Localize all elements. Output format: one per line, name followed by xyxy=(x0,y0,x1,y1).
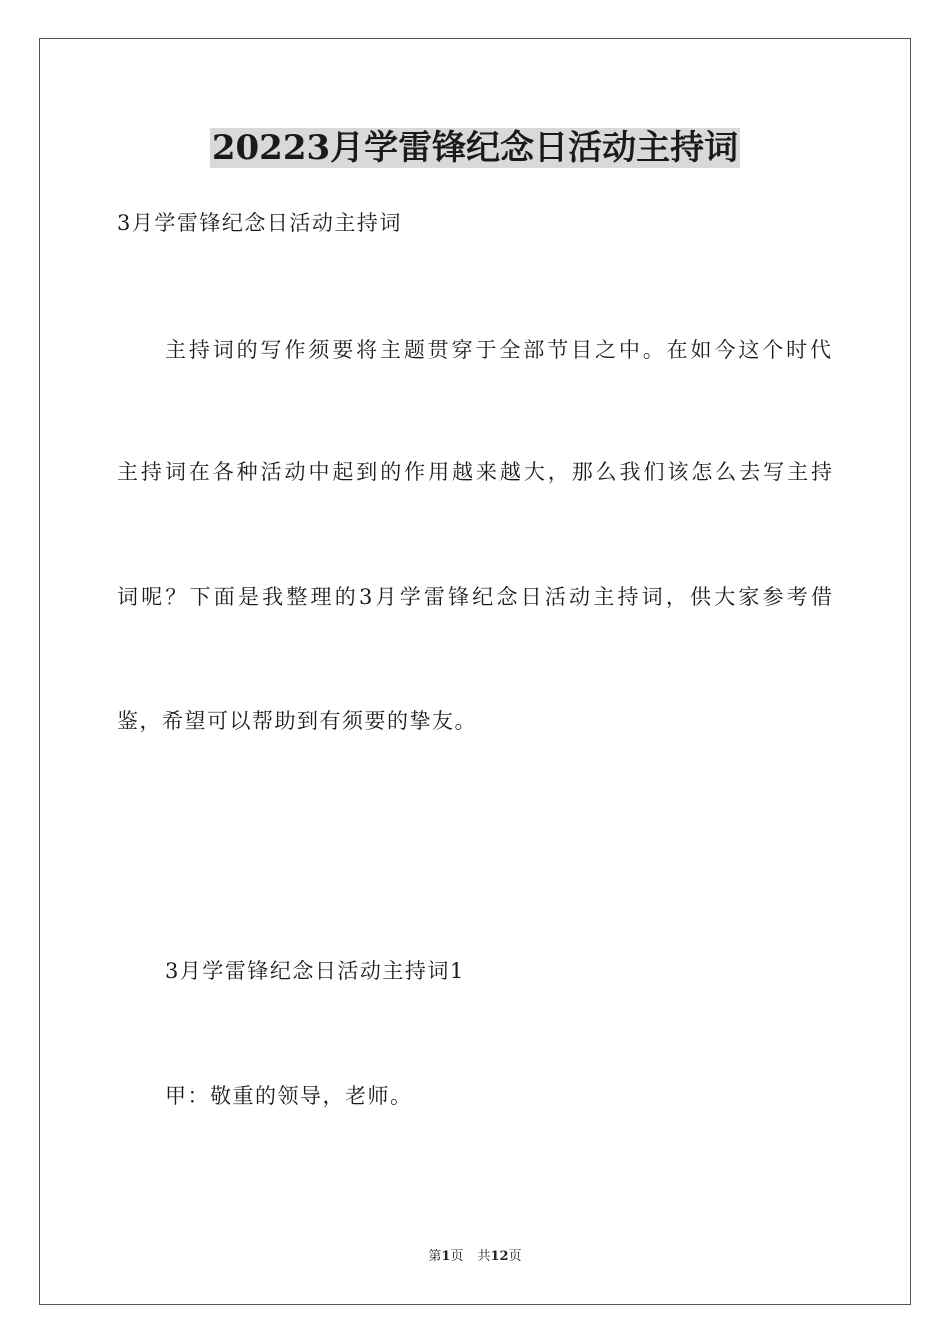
paragraph-line-1: 主持词的写作须要将主题贯穿于全部节目之中。在如今这个时代 xyxy=(165,338,831,362)
footer-page-suffix: 页 xyxy=(450,1249,464,1264)
speaker-line: 甲：敬重的领导，老师。 xyxy=(165,1084,413,1108)
section-heading: 3月学雷锋纪念日活动主持词1 xyxy=(165,959,465,983)
footer-total-pages: 12 xyxy=(490,1249,509,1264)
footer-page-number: 1 xyxy=(441,1249,451,1264)
paragraph-line-4: 鉴，希望可以帮助到有须要的挚友。 xyxy=(117,709,477,733)
footer-total-suffix: 页 xyxy=(508,1249,522,1264)
document-title-text: 20223月学雷锋纪念日活动主持词 xyxy=(211,128,739,168)
page-footer xyxy=(0,1248,950,1266)
document-title xyxy=(0,126,950,170)
paragraph-line-2: 主持词在各种活动中起到的作用越来越大，那么我们该怎么去写主持 xyxy=(117,460,832,484)
footer-page-prefix: 第 xyxy=(428,1249,442,1264)
footer-total-prefix: 共 xyxy=(477,1249,491,1264)
document-subtitle: 3月学雷锋纪念日活动主持词 xyxy=(117,211,402,235)
paragraph-line-3: 词呢？下面是我整理的3月学雷锋纪念日活动主持词，供大家参考借 xyxy=(117,585,832,609)
